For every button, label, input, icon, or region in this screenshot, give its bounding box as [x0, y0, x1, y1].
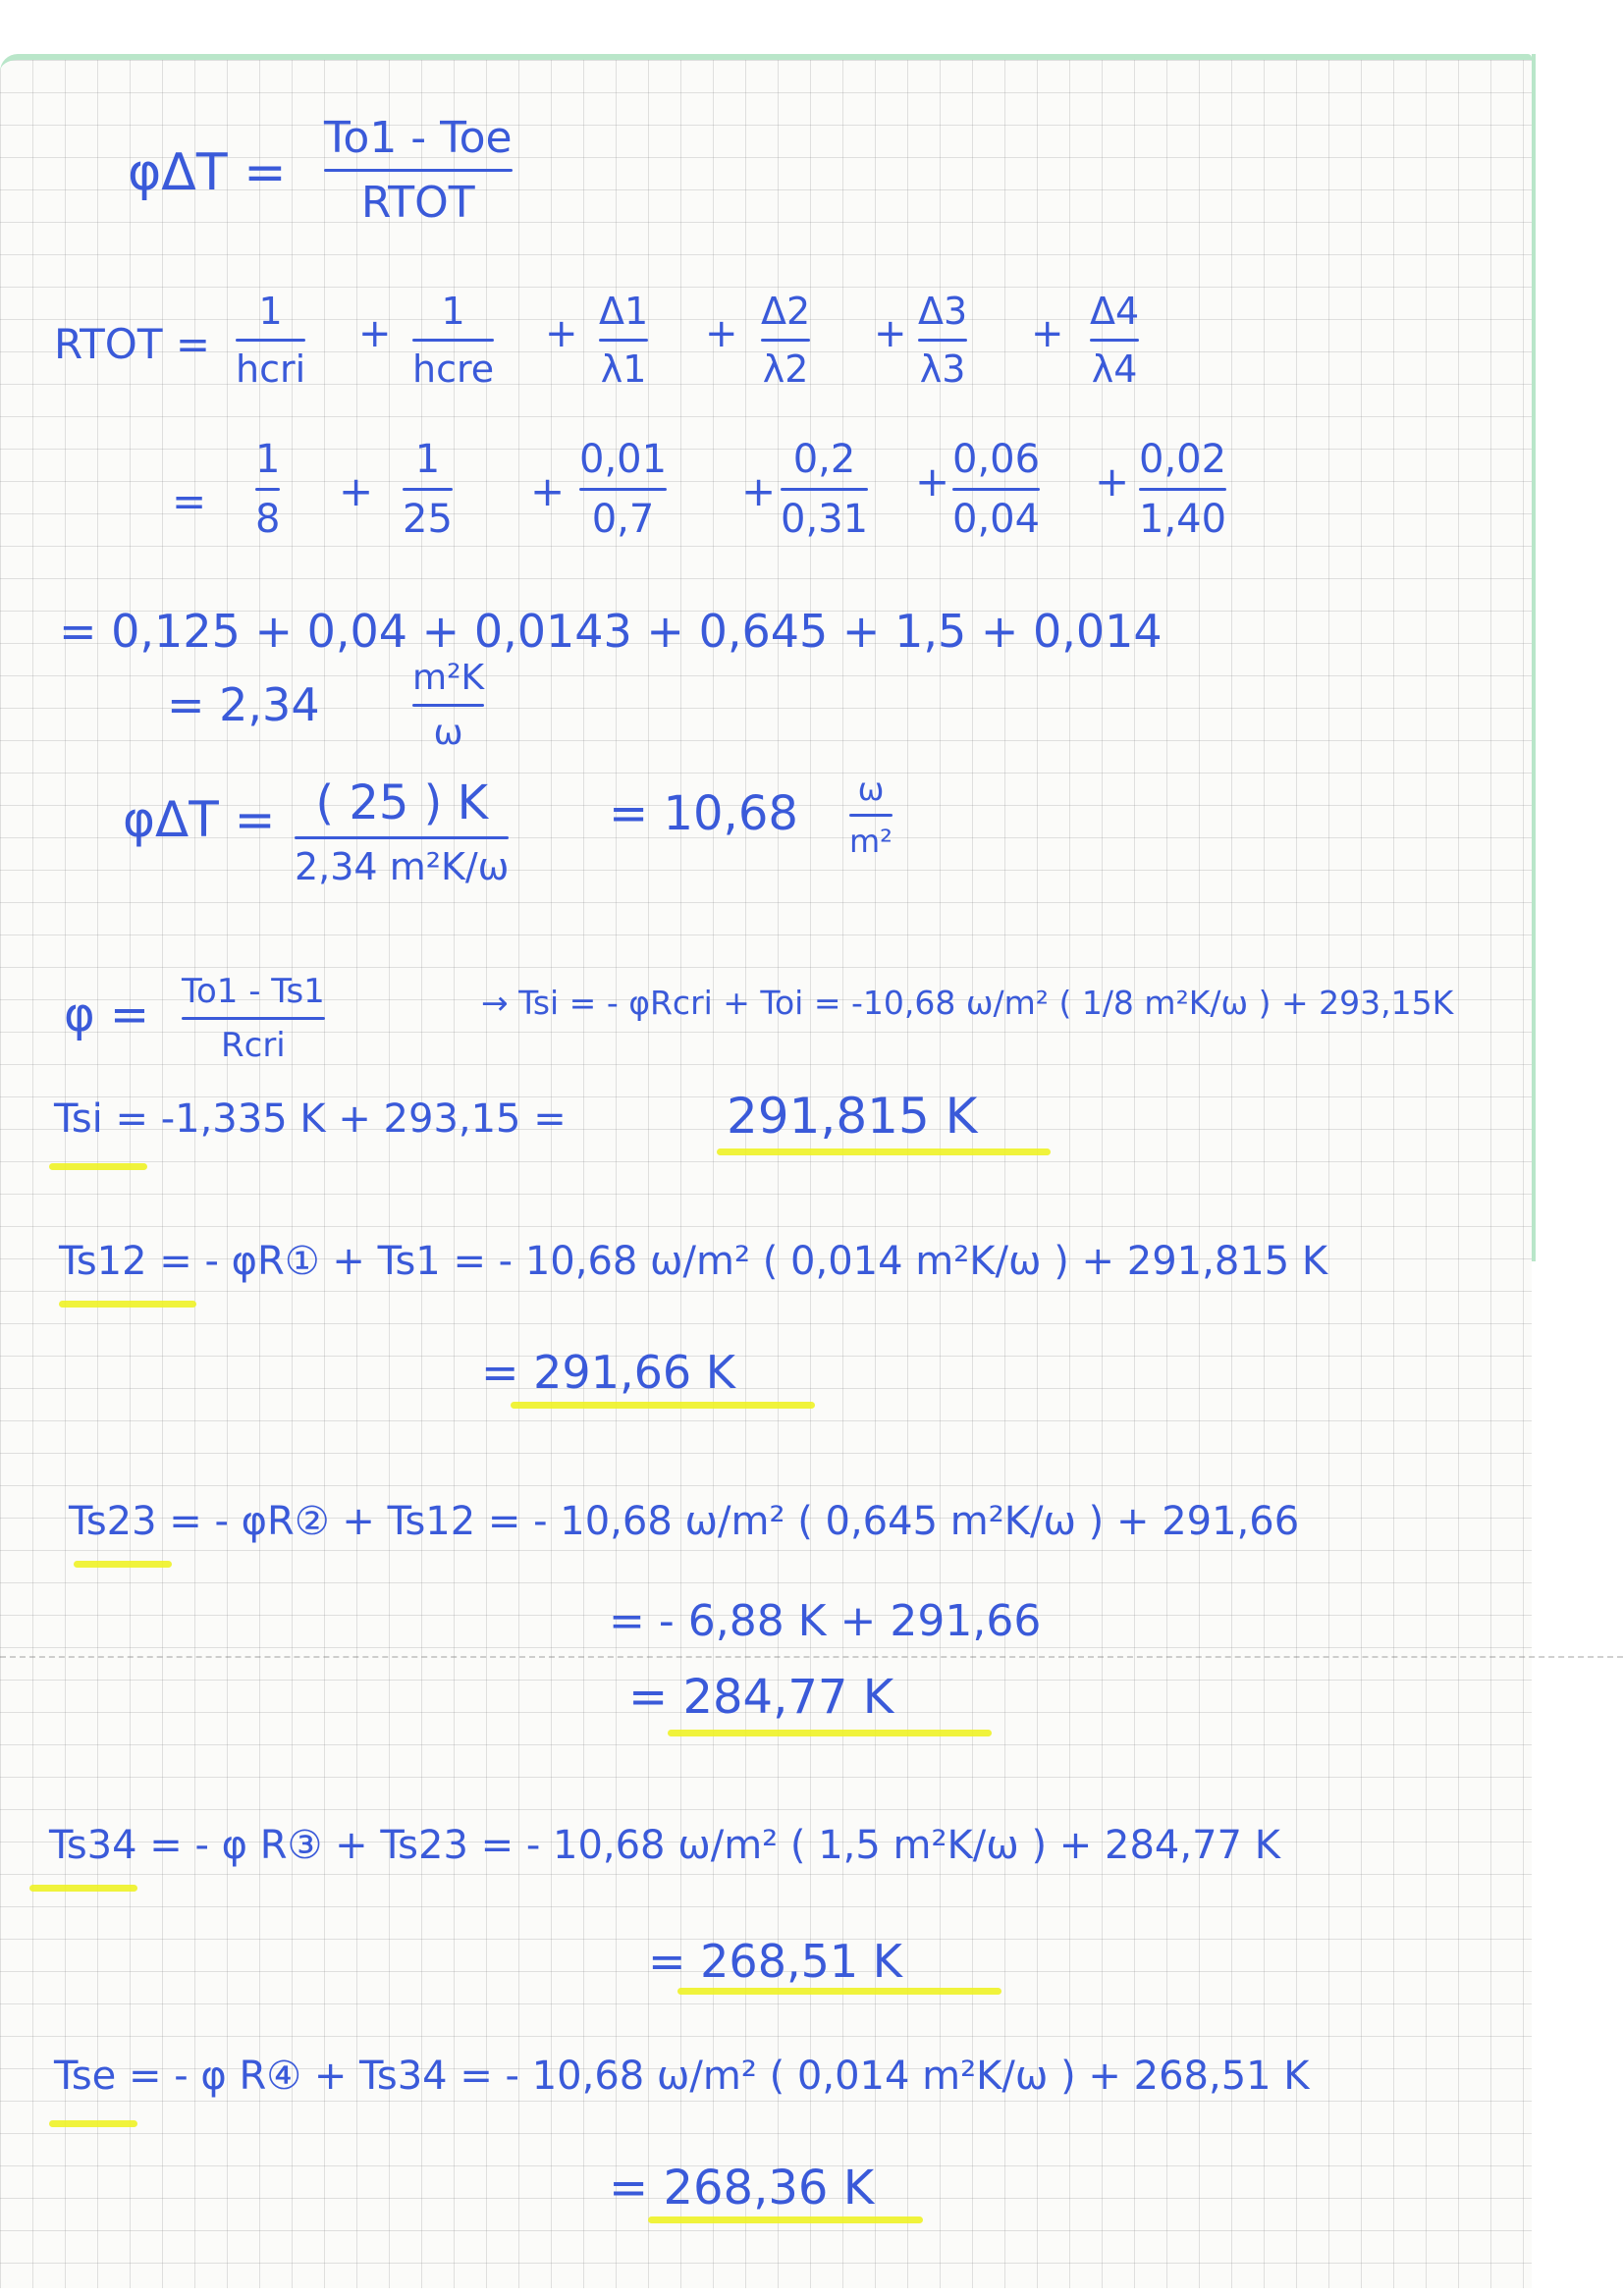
denominator: hcre: [412, 347, 495, 391]
highlight-stroke: [59, 1301, 196, 1308]
unit-w-per-m2: [849, 771, 893, 860]
fraction-1-25: [403, 437, 453, 542]
fraction-d4-l4: [1090, 290, 1139, 391]
denominator: ω: [433, 713, 463, 753]
fraction-phi-dt: [324, 113, 513, 228]
fraction-bar: [579, 488, 667, 491]
fraction-bar: [599, 339, 648, 342]
tsi-result: 291,815 K: [727, 1088, 978, 1145]
denominator: 0,7: [591, 497, 655, 542]
tsi-formula: → Tsi = - φRcri + Toi = -10,68 ω/m² ( 1/8 m²K/ω ) + 293,15K: [481, 984, 1454, 1022]
highlight-stroke: [49, 1163, 147, 1170]
fraction-phi-tsi: [182, 972, 325, 1065]
ts34-formula: Ts34 = - φ R③ + Ts23 = - 10,68 ω/m² ( 1,5 m²K/ω ) + 284,77 K: [49, 1823, 1280, 1868]
fraction-1-hcri: [236, 290, 305, 391]
denominator: λ3: [919, 347, 966, 391]
plus-sign: +: [915, 457, 950, 506]
denominator: λ1: [600, 347, 647, 391]
numerator: 1: [258, 290, 283, 333]
fraction-bar: [918, 339, 967, 342]
ts12-formula: Ts12 = - φR① + Ts1 = - 10,68 ω/m² ( 0,014 m²K/ω ) + 291,815 K: [59, 1239, 1328, 1284]
plus-sign: +: [874, 311, 907, 356]
tse-result: = 268,36 K: [609, 2161, 875, 2216]
rtot-result: = 2,34: [167, 678, 320, 731]
fraction-bar: [1139, 488, 1226, 491]
fraction-bar: [952, 488, 1040, 491]
highlight-stroke: [29, 1885, 137, 1892]
denominator: 0,31: [781, 497, 869, 542]
equals-sign: =: [172, 477, 207, 525]
fold-line: [0, 1656, 1623, 1658]
highlight-stroke: [717, 1148, 1051, 1155]
numerator: 1: [414, 437, 441, 482]
denominator: 8: [255, 497, 281, 542]
fraction-bar: [761, 339, 810, 342]
plus-sign: +: [741, 467, 777, 515]
rtot-sum-line: = 0,125 + 0,04 + 0,0143 + 0,645 + 1,5 + 0,014: [59, 605, 1163, 658]
fraction-bar: [236, 339, 305, 342]
denominator: hcri: [236, 347, 306, 391]
unit-m2k-per-w: [412, 658, 484, 753]
fraction-002-140: [1139, 437, 1226, 542]
tse-formula: Tse = - φ R④ + Ts34 = - 10,68 ω/m² ( 0,014 m²K/ω ) + 268,51 K: [54, 2054, 1310, 2099]
plus-sign: +: [545, 311, 578, 356]
tsi-calc: Tsi = -1,335 K + 293,15 =: [54, 1096, 567, 1142]
fraction-bar: [295, 836, 509, 839]
fraction-bar: [849, 814, 893, 817]
plus-sign: +: [705, 311, 738, 356]
ts23-calc: = - 6,88 K + 291,66: [609, 1596, 1042, 1646]
fraction-001-07: [579, 437, 667, 542]
fraction-phi-dt-value: [295, 775, 509, 888]
numerator: ω: [857, 771, 885, 808]
plus-sign: +: [358, 311, 392, 356]
fraction-02-031: [781, 437, 868, 542]
numerator: 0,02: [1139, 437, 1227, 482]
plus-sign: +: [1031, 311, 1064, 356]
denominator: λ2: [762, 347, 809, 391]
numerator: ( 25 ) K: [315, 775, 489, 830]
fraction-bar: [255, 488, 280, 491]
highlight-stroke: [648, 2216, 923, 2223]
fraction-bar: [412, 339, 494, 342]
fraction-bar: [403, 488, 453, 491]
fraction-bar: [1090, 339, 1139, 342]
plus-sign: +: [1095, 457, 1130, 506]
fraction-006-004: [952, 437, 1040, 542]
ts34-result: = 268,51 K: [648, 1935, 902, 1988]
numerator: To1 - Toe: [324, 113, 513, 163]
highlight-stroke: [74, 1561, 172, 1568]
highlight-stroke: [511, 1402, 815, 1409]
fraction-1-hcre: [412, 290, 494, 391]
highlight-stroke: [668, 1730, 992, 1736]
ts23-result: = 284,77 K: [628, 1670, 894, 1725]
sheet-edge: [1532, 54, 1536, 1261]
fraction-bar: [412, 704, 484, 707]
fraction-1-8: [255, 437, 280, 542]
phi-dt-label-2: φΔT =: [123, 791, 276, 848]
fraction-bar: [781, 488, 868, 491]
numerator: 0,06: [952, 437, 1041, 482]
denominator: 2,34 m²K/ω: [295, 845, 510, 888]
plus-sign: +: [339, 467, 374, 515]
numerator: 0,01: [579, 437, 668, 482]
rtot-label: RTOT =: [54, 320, 211, 368]
fraction-d1-l1: [599, 290, 648, 391]
fraction-d3-l3: [918, 290, 967, 391]
denominator: λ4: [1091, 347, 1138, 391]
plus-sign: +: [530, 467, 566, 515]
denominator: 25: [403, 497, 453, 542]
ts12-result: = 291,66 K: [481, 1346, 735, 1399]
denominator: 1,40: [1139, 497, 1227, 542]
phi-label: φ =: [64, 988, 150, 1042]
ts23-formula: Ts23 = - φR② + Ts12 = - 10,68 ω/m² ( 0,645 m²K/ω ) + 291,66: [69, 1499, 1300, 1544]
highlight-stroke: [49, 2120, 137, 2127]
denominator: Rcri: [221, 1026, 286, 1065]
numerator: 0,2: [792, 437, 856, 482]
fraction-bar: [324, 169, 513, 172]
phi-dt-label: φΔT =: [128, 143, 287, 202]
denominator: RTOT: [360, 178, 475, 228]
phi-dt-result: = 10,68: [609, 786, 798, 841]
fraction-d2-l2: [761, 290, 810, 391]
numerator: 1: [441, 290, 465, 333]
numerator: Δ3: [918, 290, 968, 333]
numerator: Δ4: [1090, 290, 1140, 333]
numerator: m²K: [412, 658, 485, 698]
denominator: 0,04: [952, 497, 1041, 542]
numerator: 1: [255, 437, 281, 482]
numerator: To1 - Ts1: [182, 972, 325, 1011]
numerator: Δ2: [761, 290, 811, 333]
fraction-bar: [182, 1017, 325, 1020]
numerator: Δ1: [599, 290, 649, 333]
highlight-stroke: [677, 1988, 1001, 1995]
denominator: m²: [849, 823, 893, 860]
